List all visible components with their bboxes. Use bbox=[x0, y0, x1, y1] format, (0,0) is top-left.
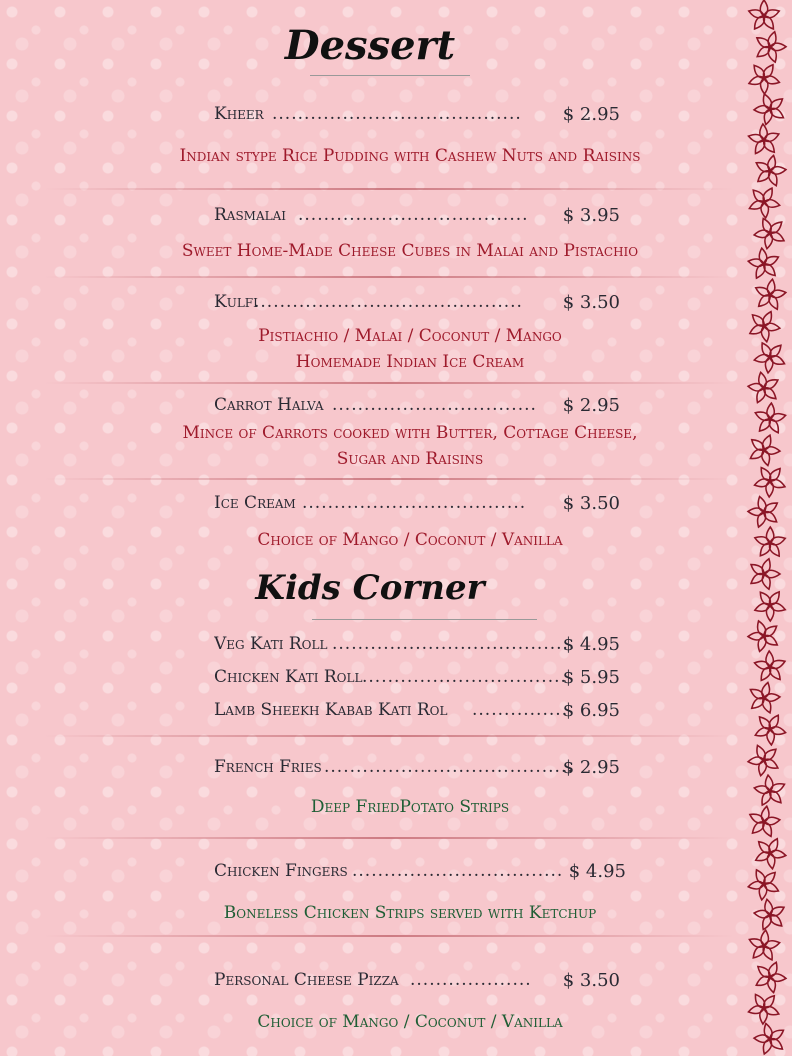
flower-icon bbox=[750, 27, 790, 66]
divider bbox=[44, 935, 734, 937]
item-description: Sugar and Raisins bbox=[336, 449, 484, 469]
flower-icon bbox=[743, 615, 784, 655]
item-price: $ 4.95 bbox=[568, 861, 626, 882]
item-price: $ 3.50 bbox=[562, 493, 620, 514]
menu-item-chicken-kati-roll: Chicken Kati Roll ................................ $ 5.95 bbox=[214, 667, 620, 688]
item-description: Boneless Chicken Strips served with Ketchup bbox=[223, 903, 597, 923]
divider bbox=[44, 478, 734, 480]
kids-title-rule bbox=[312, 619, 537, 620]
item-description: Mince of Carrots cooked with Butter, Cottage Cheese, bbox=[182, 423, 638, 443]
item-name: Chicken Fingers bbox=[214, 861, 348, 881]
flower-icon bbox=[748, 86, 792, 131]
divider bbox=[44, 735, 734, 737]
menu-item-chicken-fingers: Chicken Fingers ................................. $ 4.95 bbox=[214, 861, 626, 882]
flower-icon bbox=[746, 183, 783, 222]
flower-icon bbox=[744, 679, 783, 717]
divider bbox=[44, 837, 734, 839]
flower-icon bbox=[742, 925, 786, 968]
item-price: $ 3.50 bbox=[562, 292, 620, 313]
flower-icon bbox=[752, 834, 788, 871]
flower-icon bbox=[751, 959, 790, 997]
item-description: Pistiachio / Malai / Coconut / Mango bbox=[258, 326, 562, 346]
menu-item-carrot-halva: Carrot Halva ................................ $ 2.95 bbox=[214, 395, 620, 416]
item-description: Choice of Mango / Coconut / Vanilla bbox=[257, 1012, 563, 1032]
dessert-title: Dessert bbox=[284, 22, 456, 69]
flower-icon bbox=[741, 551, 785, 596]
menu-item-french-fries: French Fries ....................................... $ 2.95 bbox=[214, 757, 620, 778]
menu-item-personal-cheese-pizza: Personal Cheese Pizza ................... $ 3.50 bbox=[214, 970, 620, 991]
item-price: $ 2.95 bbox=[562, 757, 620, 778]
item-price: $ 4.95 bbox=[562, 634, 620, 655]
menu-item-kheer: Kheer ....................................... $ 2.95 bbox=[214, 104, 620, 125]
item-description: Deep FriedPotato Strips bbox=[310, 797, 510, 817]
menu-item-veg-kati-roll: Veg Kati Roll ...................................... $ 4.95 bbox=[214, 634, 620, 655]
menu-item-rasmalai: Rasmalai .................................... $ 3.95 bbox=[214, 205, 620, 226]
item-name: Carrot Halva bbox=[214, 395, 324, 415]
item-price: $ 2.95 bbox=[562, 395, 620, 416]
item-name: French Fries bbox=[214, 757, 322, 777]
item-price: $ 3.95 bbox=[562, 205, 620, 226]
item-description: Homemade Indian Ice Cream bbox=[295, 352, 525, 372]
item-name: Ice Cream bbox=[214, 493, 296, 513]
item-name: Kulfi bbox=[214, 292, 258, 312]
flower-icon bbox=[748, 0, 781, 31]
item-price: $ 6.95 bbox=[562, 700, 620, 721]
divider bbox=[44, 382, 734, 384]
item-name: Veg Kati Roll bbox=[214, 634, 328, 654]
item-name: Rasmalai bbox=[214, 205, 287, 225]
flower-icon bbox=[749, 274, 792, 317]
kids-corner-title: Kids Corner bbox=[255, 568, 485, 608]
item-price: $ 3.50 bbox=[562, 970, 620, 991]
item-name: Personal Cheese Pizza bbox=[214, 970, 399, 990]
flower-icon bbox=[742, 737, 787, 782]
item-price: $ 2.95 bbox=[562, 104, 620, 125]
menu-item-lamb-kati-roll: Lamb Sheekh Kabab Kati Rol ............... $ 6.95 bbox=[214, 700, 620, 721]
dessert-title-rule bbox=[310, 75, 470, 76]
item-description: Sweet Home-Made Cheese Cubes in Malai and Pistachio bbox=[181, 241, 639, 261]
flower-icon bbox=[753, 650, 787, 683]
menu-item-kulfi: Kulfi .......................................... $ 3.50 bbox=[214, 292, 620, 313]
item-name: Lamb Sheekh Kabab Kati Rol bbox=[214, 700, 448, 720]
item-description: Indian stype Rice Pudding with Cashew Nuts and Raisins bbox=[179, 146, 641, 166]
item-price: $ 5.95 bbox=[562, 667, 620, 688]
menu-item-ice-cream: Ice Cream ................................... $ 3.50 bbox=[214, 493, 620, 514]
item-name: Kheer bbox=[214, 104, 264, 124]
divider bbox=[44, 188, 734, 190]
divider bbox=[44, 276, 734, 278]
item-description: Choice of Mango / Coconut / Vanilla bbox=[257, 530, 563, 550]
flower-icon bbox=[747, 495, 779, 529]
item-name: Chicken Kati Roll bbox=[214, 667, 363, 687]
